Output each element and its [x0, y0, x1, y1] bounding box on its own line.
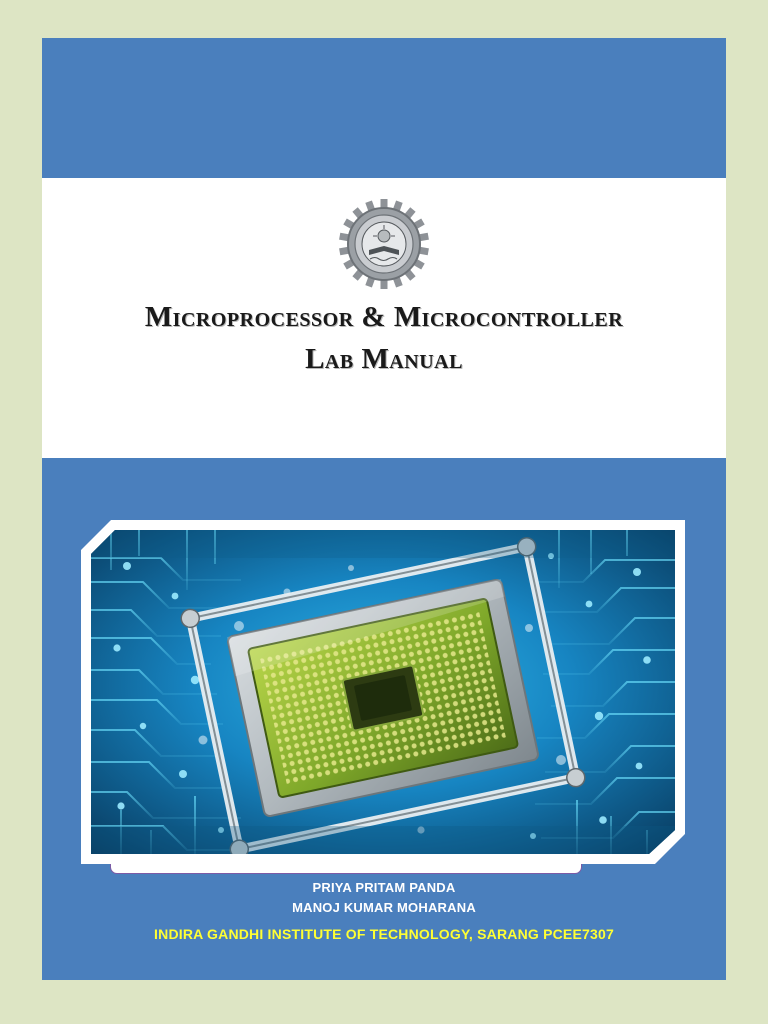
- institute-seal-icon: [326, 198, 442, 290]
- cover-image-frame: [81, 520, 685, 864]
- page-title: [42, 296, 726, 380]
- title-area: [42, 178, 726, 458]
- author-name-1: PRIYA PRITAM PANDA: [312, 880, 456, 895]
- credits-block: [42, 878, 726, 942]
- bottom-blue-band: [42, 458, 726, 980]
- document-page: [42, 38, 726, 980]
- institute-line: INDIRA GANDHI INSTITUTE OF TECHNOLOGY, SARANG PCEE7307: [154, 926, 614, 943]
- title-line-2: Lab Manual: [305, 343, 463, 376]
- title-line-1: Microprocessor & Microcontroller: [144, 301, 624, 333]
- top-blue-band: [42, 38, 726, 178]
- cpu-processor-circuit-board-photo: [91, 530, 675, 854]
- author-name-2: MANOJ KUMAR MOHARANA: [292, 900, 476, 916]
